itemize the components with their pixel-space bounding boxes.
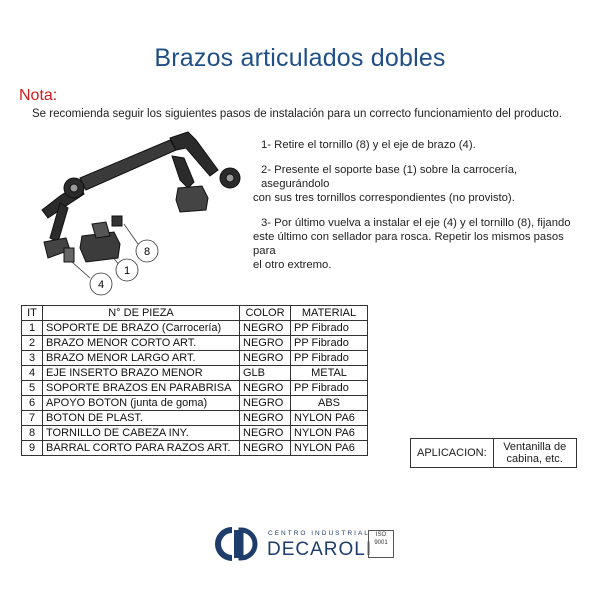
aplicacion-value: Ventanilla de cabina, etc. <box>493 439 576 468</box>
table-row: 2 BRAZO MENOR CORTO ART. NEGRO PP Fibrado <box>22 336 368 351</box>
callout-1: 1 <box>123 265 131 277</box>
iso-badge: ISO 9001 <box>368 530 394 558</box>
page-title: Brazos articulados dobles <box>154 44 446 72</box>
table-row: 3 BRAZO MENOR LARGO ART. NEGRO PP Fibrado <box>22 351 368 366</box>
header-material: MATERIAL <box>291 306 368 321</box>
parts-table <box>21 305 368 456</box>
table-row: 7 BOTON DE PLAST. NEGRO NYLON PA6 <box>22 411 368 426</box>
callout-8: 8 <box>143 246 151 258</box>
table-row: 5 SOPORTE BRAZOS EN PARABRISA NEGRO PP Fibrado <box>22 381 368 396</box>
table-row: 6 APOYO BOTON (junta de goma) NEGRO ABS <box>22 396 368 411</box>
product-drawing <box>20 118 260 298</box>
table-row: 1 SOPORTE DE BRAZO (Carrocería) NEGRO PP Fibrado <box>22 321 368 336</box>
table-row: 4 EJE INSERTO BRAZO MENOR GLB METAL <box>22 366 368 381</box>
aplicacion-label: APLICACION: <box>411 439 494 468</box>
table-row: 9 BARRAL CORTO PARA RAZOS ART. NEGRO NYLON PA6 <box>22 441 368 456</box>
step-1: 1- Retire el tornillo (8) y el eje de brazo (4). <box>261 139 476 151</box>
header-color: COLOR <box>240 306 291 321</box>
logo-name: DECAROLI <box>267 539 373 560</box>
table-header-row <box>22 306 368 321</box>
nota-text: Se recomienda seguir los siguientes pasos de instalación para un correcto funcionamiento del producto. <box>32 108 562 120</box>
step-3: 3- Por último vuelva a instalar el eje (4) y el tornillo (8), fijando este último con sellador para rosca. Repetir los mismos pasos para el otro extremo. <box>253 217 571 271</box>
installation-steps <box>253 138 583 283</box>
header-it: IT <box>22 306 43 321</box>
step-2: 2- Presente el soporte base (1) sobre la carrocería, asegurándolo con sus tres tornillos correspondientes (no provisto). <box>253 164 518 204</box>
logo-subtitle: CENTRO INDUSTRIAL <box>268 530 370 537</box>
aplicacion-box <box>410 438 577 468</box>
table-row: 8 TORNILLO DE CABEZA INY. NEGRO NYLON PA6 <box>22 426 368 441</box>
cd-logo-icon <box>212 526 262 562</box>
callout-4: 4 <box>97 279 105 291</box>
company-logo <box>212 526 412 562</box>
nota-label: Nota: <box>19 87 58 104</box>
header-name: N° DE PIEZA <box>43 306 240 321</box>
